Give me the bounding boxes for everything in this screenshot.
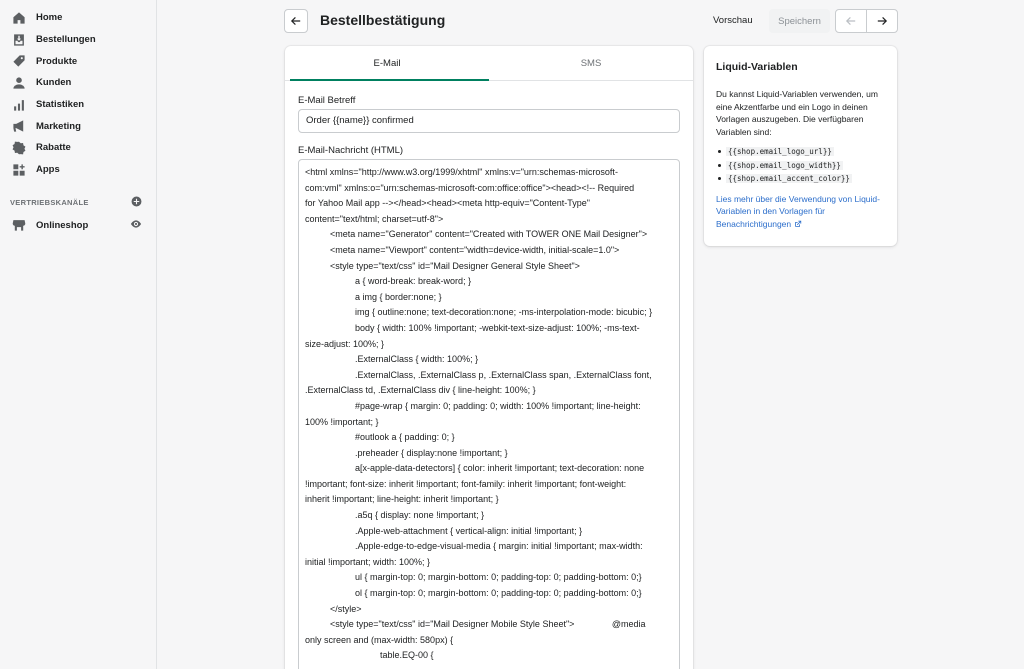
code-line: ul { margin-top: 0; margin-bottom: 0; padding-top: 0; padding-bottom: 0;} bbox=[305, 572, 642, 583]
sidebar-item-apps[interactable] bbox=[0, 159, 156, 181]
orders-icon bbox=[12, 33, 26, 47]
sidebar-item-label: Statistiken bbox=[36, 99, 85, 111]
back-button[interactable] bbox=[284, 9, 308, 33]
code-line: com:vml" xmlns:o="urn:schemas-microsoft-com:office:office"><head><!-- Required bbox=[305, 182, 635, 193]
variable-list bbox=[716, 145, 885, 186]
previous-button[interactable] bbox=[836, 10, 867, 32]
arrow-right-icon bbox=[876, 15, 888, 27]
code-line: body { width: 100% !important; -webkit-text-size-adjust: 100%; -ms-text- bbox=[305, 322, 640, 333]
list-item bbox=[716, 172, 885, 186]
next-button[interactable] bbox=[867, 10, 897, 32]
code-line: #outlook a { padding: 0; } bbox=[305, 432, 455, 443]
sidebar-item-label: Onlineshop bbox=[36, 219, 89, 231]
external-link-icon bbox=[794, 220, 802, 228]
preview-button[interactable]: Vorschau bbox=[713, 15, 753, 26]
code-line: img { outline:none; text-decoration:none; -ms-interpolation-mode: bicubic; } bbox=[305, 307, 653, 318]
code-line: .preheader { display:none !important; } bbox=[305, 447, 508, 458]
liquid-docs-link-text[interactable]: Lies mehr über die Verwendung von Liquid-Variablen in den Vorlagen für Benachrichtigungen bbox=[716, 193, 880, 229]
code-line: a[x-apple-data-detectors] { color: inherit !important; text-decoration: none bbox=[305, 463, 645, 474]
notification-editor-card bbox=[285, 46, 693, 669]
channel-tabs bbox=[285, 46, 693, 81]
code-line: a { word-break: break-word; } bbox=[305, 276, 472, 287]
save-button[interactable]: Speichern bbox=[769, 9, 830, 33]
variable-code: {{shop.email_accent_color}} bbox=[728, 174, 850, 184]
code-line: <html xmlns="http://www.w3.org/1999/xhtml" xmlns:v="urn:schemas-microsoft- bbox=[305, 167, 618, 177]
store-icon bbox=[12, 218, 26, 232]
body-label: E-Mail-Nachricht (HTML) bbox=[298, 145, 404, 156]
sidebar bbox=[0, 0, 157, 669]
apps-icon bbox=[12, 163, 26, 177]
subject-input[interactable]: Order {{name}} confirmed bbox=[298, 109, 680, 133]
code-line: 100% !important; } bbox=[305, 416, 379, 427]
megaphone-icon bbox=[12, 119, 26, 133]
code-line: only screen and (max-width: 580px) { bbox=[305, 634, 454, 645]
code-line: !important; font-size: inherit !important; font-family: inherit !important; font-weight: bbox=[305, 478, 627, 489]
arrow-left-icon bbox=[845, 15, 857, 27]
code-line: for Yahoo Mail app --></head><head><meta http-equiv="Content-Type" bbox=[305, 198, 590, 209]
arrow-left-icon bbox=[290, 15, 302, 27]
page-title: Bestellbestätigung bbox=[320, 12, 446, 28]
sidebar-item-onlineshop[interactable] bbox=[0, 215, 156, 237]
pagination-arrows bbox=[835, 9, 898, 33]
code-line: initial !important; width: 100%; } bbox=[305, 556, 431, 567]
code-line: .ExternalClass td, .ExternalClass div { line-height: 100%; } bbox=[305, 385, 536, 396]
sales-channels-header bbox=[0, 195, 156, 211]
sidebar-item-label: Rabatte bbox=[36, 142, 71, 154]
liquid-title: Liquid-Variablen bbox=[716, 61, 798, 73]
code-line: #page-wrap { margin: 0; padding: 0; width: 100% !important; line-height: bbox=[305, 400, 641, 411]
sidebar-item-products[interactable] bbox=[0, 50, 156, 72]
code-line: .a5q { display: none !important; } bbox=[305, 510, 485, 521]
code-line: size-adjust: 100%; } bbox=[305, 338, 385, 349]
variable-code: {{shop.email_logo_width}} bbox=[728, 160, 841, 170]
tag-icon bbox=[12, 54, 26, 68]
liquid-variables-card bbox=[704, 46, 897, 246]
liquid-description: Du kannst Liquid-Variablen verwenden, um eine Akzentfarbe und ein Logo in deinen Vorlagen auszugeben. Die verfügbaren Variablen sind: bbox=[716, 89, 878, 137]
sales-channels-label: VERTRIEBSKANÄLE bbox=[10, 198, 89, 207]
sidebar-item-label: Produkte bbox=[36, 55, 78, 67]
sidebar-item-customers[interactable] bbox=[0, 72, 156, 94]
sidebar-item-label: Kunden bbox=[36, 77, 72, 89]
eye-icon[interactable] bbox=[130, 218, 142, 233]
code-line: ol { margin-top: 0; margin-bottom: 0; padding-top: 0; padding-bottom: 0;} bbox=[305, 588, 642, 599]
code-line: a img { border:none; } bbox=[305, 291, 442, 302]
sidebar-item-analytics[interactable] bbox=[0, 94, 156, 116]
sidebar-item-label: Marketing bbox=[36, 120, 81, 132]
variable-code: {{shop.email_logo_url}} bbox=[728, 147, 832, 157]
add-channel-icon[interactable] bbox=[131, 195, 142, 210]
subject-label: E-Mail Betreff bbox=[298, 95, 356, 106]
list-item bbox=[716, 145, 885, 159]
code-line: .ExternalClass { width: 100%; } bbox=[305, 354, 479, 365]
code-line: <style type="text/css" id="Mail Designer General Style Sheet"> bbox=[305, 260, 580, 271]
code-line: .Apple-web-attachment { vertical-align: initial !important; } bbox=[305, 525, 583, 536]
person-icon bbox=[12, 76, 26, 90]
code-line: table.EQ-00 { bbox=[305, 650, 434, 661]
code-line: .Apple-edge-to-edge-visual-media { margin: initial !important; max-width: bbox=[305, 541, 643, 552]
home-icon bbox=[12, 11, 26, 25]
sidebar-item-discounts[interactable] bbox=[0, 137, 156, 159]
code-line: inherit !important; line-height: inherit !important; } bbox=[305, 494, 499, 505]
tab-sms[interactable]: SMS bbox=[580, 57, 602, 69]
list-item bbox=[716, 159, 885, 173]
sidebar-item-label: Apps bbox=[36, 164, 60, 176]
code-line: <meta name="Generator" content="Created with TOWER ONE Mail Designer"> bbox=[305, 229, 648, 240]
code-line: </style> bbox=[305, 603, 362, 614]
liquid-docs-link[interactable] bbox=[716, 193, 885, 231]
page-header bbox=[284, 9, 898, 33]
code-line: content="text/html; charset=utf-8"> bbox=[305, 213, 444, 224]
discount-icon bbox=[12, 141, 26, 155]
tab-email[interactable]: E-Mail bbox=[285, 46, 489, 80]
sidebar-item-marketing[interactable] bbox=[0, 115, 156, 137]
code-line: <style type="text/css" id="Mail Designer Mobile Style Sheet"> @media bbox=[305, 619, 646, 630]
sidebar-item-label: Bestellungen bbox=[36, 34, 96, 46]
code-line: <meta name="Viewport" content="width=device-width, initial-scale=1.0"> bbox=[305, 244, 620, 255]
code-line: .ExternalClass, .ExternalClass p, .ExternalClass span, .ExternalClass font, bbox=[305, 369, 652, 380]
sidebar-item-label: Home bbox=[36, 12, 63, 24]
html-body-textarea[interactable] bbox=[298, 159, 680, 669]
bar-chart-icon bbox=[12, 98, 26, 112]
sidebar-item-orders[interactable] bbox=[0, 29, 156, 51]
sidebar-item-home[interactable] bbox=[0, 7, 156, 29]
